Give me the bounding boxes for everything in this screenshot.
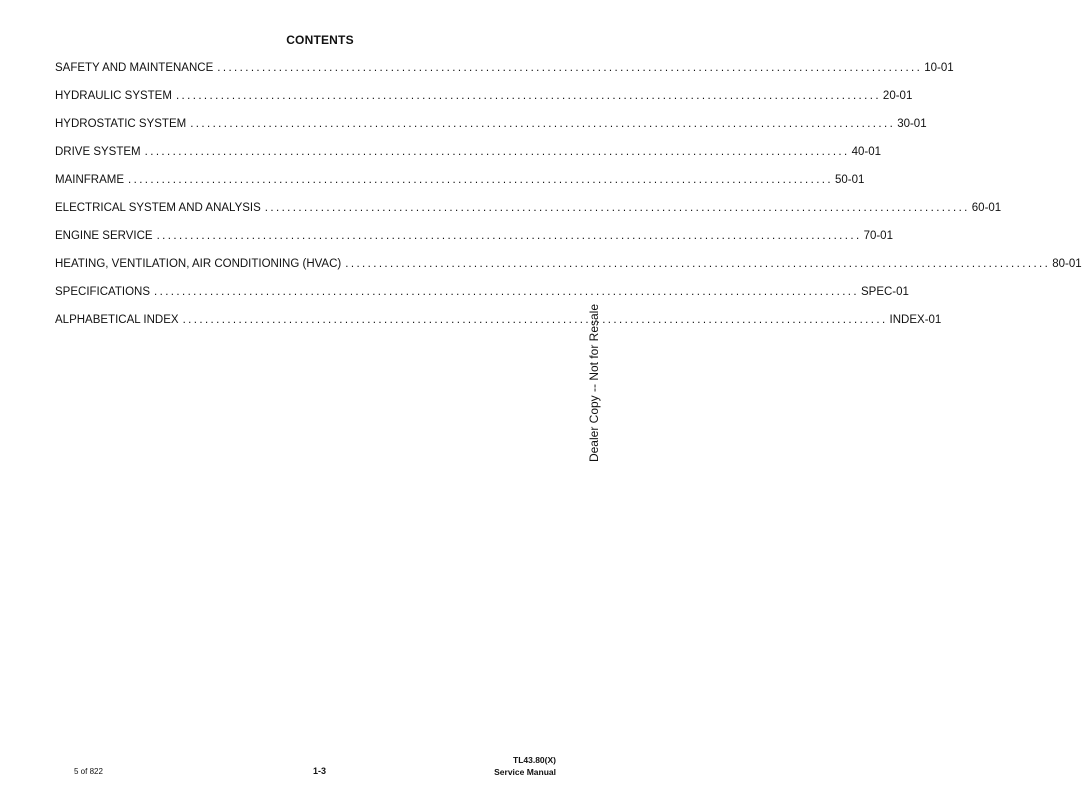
dot-leader: .............................................................................................................................. (156, 230, 862, 242)
toc-entry-label: HYDRAULIC SYSTEM (55, 90, 172, 102)
toc-entry-page: INDEX-01 (889, 314, 942, 326)
dot-leader: .............................................................................................................................. (182, 314, 888, 326)
toc-entry-page: 40-01 (851, 146, 882, 158)
footer-manual-info (494, 754, 556, 778)
dot-leader: .............................................................................................................................. (175, 90, 881, 102)
toc-entry-label: MAINFRAME (55, 174, 124, 186)
toc-entry-page: 20-01 (882, 90, 913, 102)
toc-entry-hydraulic-system[interactable] (55, 89, 913, 117)
toc-entry-label: HYDROSTATIC SYSTEM (55, 118, 187, 130)
dot-leader: .............................................................................................................................. (345, 258, 1051, 270)
toc-entry-mainframe[interactable] (55, 173, 865, 201)
toc-entry-label: HEATING, VENTILATION, AIR CONDITIONING (HVAC) (55, 258, 342, 270)
toc-entry-label: ELECTRICAL SYSTEM AND ANALYSIS (55, 202, 261, 214)
toc-entry-alphabetical-index[interactable] (55, 313, 942, 341)
toc-entry-page: 30-01 (897, 118, 927, 130)
toc-entry-page: 80-01 (1052, 258, 1082, 270)
page-count: 5 of 822 (74, 767, 103, 776)
toc-entry-engine-service[interactable] (55, 229, 893, 257)
toc-entry-page: 70-01 (863, 230, 893, 242)
toc-entry-label: DRIVE SYSTEM (55, 146, 141, 158)
toc-entry-hydrostatic-system[interactable] (55, 117, 927, 145)
toc-entry-electrical-system-and-analysis[interactable] (55, 201, 1002, 229)
manual-title: Service Manual (494, 767, 556, 777)
dot-leader: .............................................................................................................................. (128, 174, 833, 186)
dot-leader: .............................................................................................................................. (190, 118, 896, 130)
page-title: CONTENTS (286, 33, 354, 47)
toc-entry-page: 50-01 (834, 174, 865, 186)
toc-entry-hvac[interactable] (55, 257, 1082, 285)
watermark-text: Dealer Copy -- Not for Resale (587, 303, 601, 463)
dot-leader: .............................................................................................................................. (264, 202, 970, 214)
toc-entry-safety-and-maintenance[interactable] (55, 61, 954, 89)
toc-entry-label: SPECIFICATIONS (55, 286, 150, 298)
toc-entry-label: ALPHABETICAL INDEX (55, 314, 179, 326)
table-of-contents (55, 61, 1082, 341)
toc-entry-page: 10-01 (924, 62, 954, 74)
toc-entry-page: SPEC-01 (860, 286, 909, 298)
toc-entry-label: SAFETY AND MAINTENANCE (55, 62, 214, 74)
dot-leader: .............................................................................................................................. (217, 62, 923, 74)
toc-entry-label: ENGINE SERVICE (55, 230, 153, 242)
model-number: TL43.80(X) (513, 755, 556, 765)
dot-leader: .............................................................................................................................. (154, 286, 859, 298)
page-number: 1-3 (313, 766, 327, 776)
toc-entry-drive-system[interactable] (55, 145, 882, 173)
toc-entry-page: 60-01 (971, 202, 1002, 214)
toc-entry-specifications[interactable] (55, 285, 909, 313)
dot-leader: .............................................................................................................................. (144, 146, 850, 158)
